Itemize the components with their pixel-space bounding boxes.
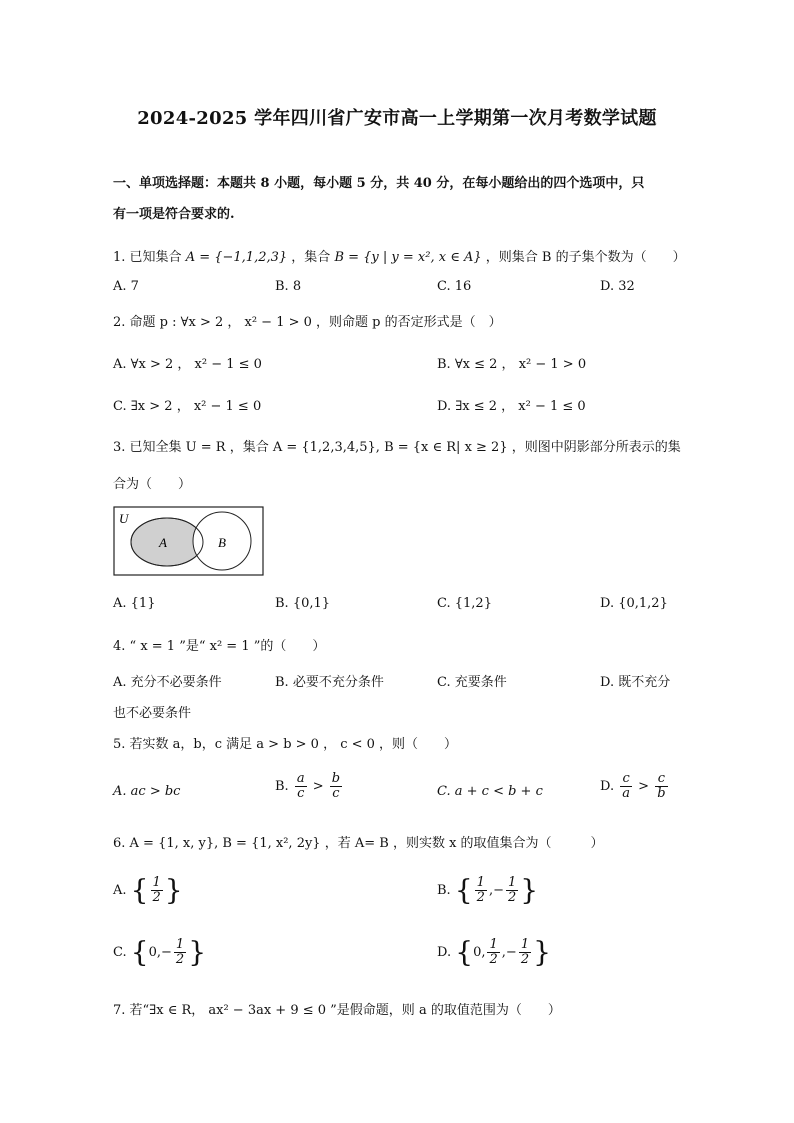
q6-c-zero: 0 — [148, 945, 157, 960]
venn-label-b: B — [218, 535, 226, 550]
question-3-stem-line1: 3. 已知全集 U = R ，集合 A = {1,2,3,4,5}, B = {x ∈ R| x ≥ 2} ，则图中阴影部分所表示的集 — [113, 440, 681, 455]
question-1-stem — [113, 248, 686, 268]
q1-option-c: C. 16 — [437, 279, 472, 294]
question-6-stem: 6. A = {1, x, y}, B = {1, x², 2y} ，若 A= B ，则实数 x 的取值集合为（ ） — [113, 836, 604, 851]
q1-prefix: 1. 已知集合 — [113, 250, 182, 265]
q6-d-comma2: , — [501, 945, 506, 960]
q5-b-operator: > — [312, 779, 324, 794]
q5-b-num1: a — [296, 771, 305, 786]
q4-option-d: D. 既不充分 — [600, 675, 671, 690]
q5-d-num1: c — [620, 772, 632, 787]
q5-option-b — [275, 772, 344, 801]
q5-b-den2: c — [332, 786, 340, 801]
q1-option-d: D. 32 — [600, 279, 635, 294]
q6-d-den2: 2 — [520, 952, 530, 967]
q5-option-b-label: B. — [275, 779, 289, 794]
q6-option-c: C. {0,− $\frac{1}{2}$ } — [113, 935, 207, 969]
q5-b-num2: b — [331, 771, 341, 786]
q6-c-label: C. — [113, 945, 127, 960]
q5-d-num2: c — [655, 772, 667, 787]
q1-suffix: ，则集合 B 的子集个数为（ ） — [485, 250, 686, 265]
q6-a-num: 1 — [152, 875, 161, 890]
q6-b-den1: 2 — [476, 890, 485, 905]
q5-option-d-label: D. — [600, 779, 615, 794]
q5-d-den1: a — [622, 786, 630, 801]
q5-option-c: C. a + c < b + c — [437, 784, 543, 799]
q1-option-a: A. 7 — [113, 279, 139, 294]
question-3-stem-line2: 合为（ ） — [113, 477, 192, 492]
q5-b-den1: c — [297, 786, 305, 801]
q3-option-c: C. {1,2} — [437, 596, 492, 611]
q6-c-num: 1 — [175, 937, 185, 952]
q1-set-a: A = {−1,1,2,3} — [185, 250, 288, 265]
q6-d-minus: − — [505, 945, 517, 960]
q2-option-d: D. ∃x ≤ 2 ， x² − 1 ≤ 0 — [437, 399, 586, 414]
q6-b-label: B. — [437, 883, 451, 898]
q3-option-d: D. {0,1,2} — [600, 596, 668, 611]
venn-label-a: A — [159, 535, 167, 550]
q5-b-fraction-1 — [295, 772, 307, 801]
question-7-stem: 7. 若“∃x ∈ R， ax² − 3ax + 9 ≤ 0 ”是假命题，则 a 的取值范围为（ ） — [113, 1003, 561, 1018]
q5-d-den2: b — [657, 786, 666, 801]
q6-d-label: D. — [437, 945, 452, 960]
question-2-stem: 2. 命题 p : ∀x > 2 ， x² − 1 > 0 ，则命题 p 的否定形式是（ ） — [113, 315, 502, 330]
q2-option-b: B. ∀x ≤ 2 ， x² − 1 > 0 — [437, 357, 587, 372]
q6-c-comma: , — [156, 945, 162, 960]
venn-label-u: U — [119, 511, 129, 526]
q2-option-c: C. ∃x > 2 ， x² − 1 ≤ 0 — [113, 399, 262, 414]
q6-d-zero: 0 — [473, 945, 482, 960]
q6-d-comma1: , — [481, 945, 486, 960]
q6-b-num2: 1 — [507, 875, 517, 890]
q6-b-num1: 1 — [476, 875, 485, 890]
venn-diagram — [113, 506, 264, 576]
page-title: 2024-2025 学年四川省广安市高一上学期第一次月考数学试题 — [137, 108, 657, 129]
q6-b-den2: 2 — [507, 890, 517, 905]
q5-option-a: A. ac > bc — [113, 784, 181, 799]
q6-b-minus: − — [493, 883, 504, 898]
q6-c-den: 2 — [175, 952, 185, 967]
q5-b-fraction-2 — [330, 772, 342, 801]
q6-option-d: D. {0, $\frac{1}{2}$ ,− $\frac{1}{2}$ } — [437, 935, 551, 969]
q6-c-minus: − — [161, 945, 172, 960]
q1-option-b: B. 8 — [275, 279, 302, 294]
q6-a-den: 2 — [152, 890, 161, 905]
q5-d-fraction-1 — [620, 772, 632, 801]
q1-mid: ，集合 — [291, 250, 331, 265]
q6-d-num2: 1 — [520, 937, 530, 952]
question-5-stem: 5. 若实数 a，b，c 满足 a > b > 0 ， c < 0 ，则（ ） — [113, 737, 458, 752]
q5-d-fraction-2 — [655, 772, 667, 801]
q3-option-a: A. {1} — [113, 596, 156, 611]
q5-d-operator: > — [638, 779, 650, 794]
q5-option-d — [600, 772, 670, 801]
section-heading-line1: 一、单项选择题：本题共 8 小题，每小题 5 分，共 40 分，在每小题给出的四个选项中，只 — [113, 176, 645, 191]
q3-option-b: B. {0,1} — [275, 596, 331, 611]
section-heading-line2: 有一项是符合要求的. — [113, 207, 235, 222]
q6-d-den1: 2 — [489, 952, 498, 967]
q6-a-label: A. — [113, 883, 127, 898]
q1-set-b: B = {y | y = x², x ∈ A} — [334, 250, 482, 265]
q4-option-a: A. 充分不必要条件 — [113, 675, 222, 690]
q6-d-num1: 1 — [489, 937, 498, 952]
q4-option-b: B. 必要不充分条件 — [275, 675, 384, 690]
question-4-stem: 4. “ x = 1 ”是“ x² = 1 ”的（ ） — [113, 639, 326, 654]
q4-option-d-continued: 也不必要条件 — [113, 706, 192, 721]
q4-option-c: C. 充要条件 — [437, 675, 507, 690]
q6-b-comma: , — [488, 883, 494, 898]
q2-option-a: A. ∀x > 2 ， x² − 1 ≤ 0 — [113, 357, 262, 372]
q6-option-b: B. { $\frac{1}{2}$ ,− $\frac{1}{2}$ } — [437, 873, 539, 907]
q6-option-a: A. { $\frac{1}{2}$ } — [113, 873, 183, 907]
